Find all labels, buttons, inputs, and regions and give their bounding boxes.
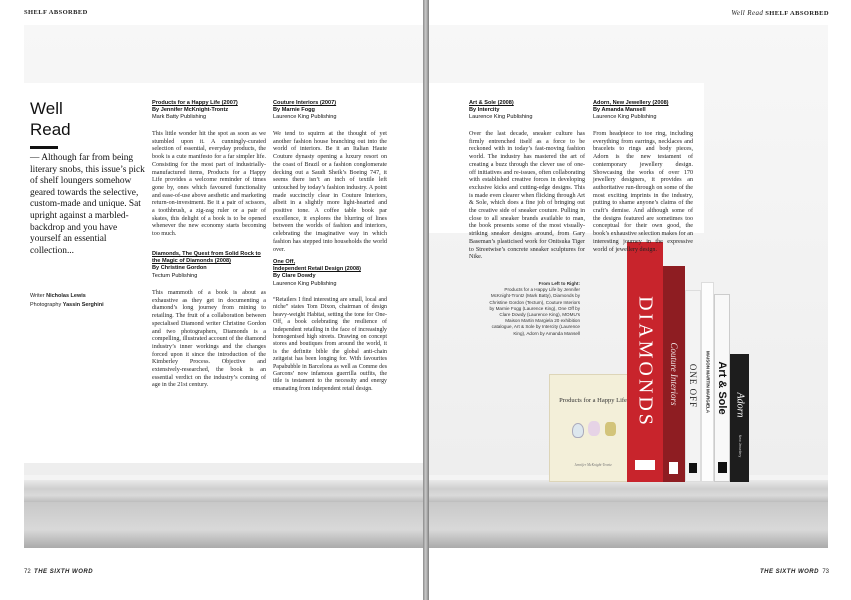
right-page [429, 0, 851, 600]
standfirst: — Although far from being literary snobs, this issue’s pick of shelf loungers somehow geared towards the selective, custom-made and unique. Sat upright against a marbled-backdrop and you have yourself an essential collection... [30, 153, 145, 256]
photo-caption [484, 281, 580, 337]
book-diamonds-spine: DIAMONDS [627, 242, 663, 482]
publisher-logo [689, 463, 697, 473]
product-illustration [572, 423, 584, 438]
caption-heading: From Left to Right: [538, 281, 580, 286]
book-head-adorn [593, 100, 713, 122]
marble-mantel-front [429, 502, 828, 548]
book-head-couture [273, 100, 393, 122]
book-body-adorn: From headpiece to toe ring, including everything from earrings, necklaces and bracelets to rings and body pieces, Adorn is the new testament of contemporary jewellery design. Showcasing the works of over 170 jewellery designers, it provides an authoritative run-through on some of the most exciting imprints in the industry, putting to shame anyone’s claims of the craft’s demise. And although some of the designs featured are sometimes too conceptual for their own good, the book’s exhaustive selection makes for an interesting journey in the expressive world of jewellery design. [593, 131, 694, 253]
book-title: Products for a Happy Life (2007) [152, 100, 238, 106]
book-title-line2: Independent Retail Design (2008) [273, 266, 361, 273]
publisher-logo [635, 460, 655, 470]
photographer-credit: Photography Yassin Serghini [30, 302, 104, 308]
book-products-cover: Products for a Happy Life Jennifer McKnight-Trontz [549, 374, 637, 482]
book-body-products: This little wonder hit the spot as soon as we stumbled upon it. A cunningly-curated selection of essential, everyday products, the book is a cute manifesto for a far simpler life. Consisting for the most part of industrially-manufactured items, Products for a Happy Life provides a welcome reminder of times gone by, ones which favoured functionality and ease-of-use above aesthetic and marketing return-on-investment. Be it a pair of scissors, a toothbrush, a zig-zag ruler or a pair of skates, this delight of a book is to be opened whenever the new economy starts becoming too much. [152, 131, 266, 238]
book-head-oneoff [273, 259, 393, 288]
product-illustration [605, 422, 616, 436]
credits [30, 292, 150, 310]
publisher-logo [718, 462, 727, 473]
book-publisher: Laurence King Publishing [593, 114, 657, 121]
book-body-artsole: Over the last decade, sneaker culture has firmly entrenched itself as a force to be reckoned with in today’s fast-moving fashion world. The industry has mastered the art of creating a buzz through the clever use of one-off initiatives and re-issues, often collaborating with established creative forces in developing exclusive kicks and cutting-edge designs. This is made even clearer when flicking through Art & Sole, which does a fine job of bringing out the creative side of sneaker couture. Pulling in close to all sneaker brands available to man, the book presents some of the most visually-striking sneaker designs around, from Gary Baseman’s plasticised work for Onitsuka Tiger to Streetwise’s concrete sneaker sculptures for Nike. [469, 131, 585, 261]
book-body-diamonds: This mammoth of a book is about as exhaustive as they get in documenting a diamond’s long journey from mining to retailing. The fruit of a collaboration between specialised Diamond writer Christine Gordon and two photographers, Diamonds is a compelling, illustrated account of the diamond industry’s inner workings and the changes forced upon it since the introduction of the Kimberley Process. Objective and extensively-researched, the book is an essential verdict on the industry’s coming of age in the 21st century. [152, 290, 266, 389]
book-head-diamonds [152, 251, 270, 280]
book-adorn-spine: Adorn New Jewellery [730, 354, 749, 482]
product-illustration [588, 421, 600, 436]
book-title: Couture Interiors (2007) [273, 100, 337, 106]
feature-title-line2: Read [30, 120, 71, 139]
book-author: By Amanda Mansell [593, 107, 646, 114]
book-head-products [152, 100, 270, 122]
right-folio: THE SIXTH WORD 73 [759, 569, 829, 575]
marble-mantel-top [429, 480, 828, 502]
book-oneoff-spine: ONE OFF [685, 290, 701, 482]
feature-title-line1: Well [30, 99, 63, 118]
book-title: Art & Sole (2008) [469, 100, 514, 106]
book-body-oneoff: “Retailers I find interesting are small, local and niche” states Tom Dixon, chairman of design heavy-weight Habitat, setting the tone for One-Off, a book celebrating the resilience of independent retailing in the face of increasingly homogenised high streets. Drawing on concept stores and boutiques from around the world, it is the definite bible the global anti-chain zeitgeist has been longing for. With favourites Papabubble in Barcelona as well as Comme des Garcons’ now infamous guerrilla outfits, the title is testament to the necessity and energy emanating from independent retail design. [273, 297, 387, 392]
book-publisher: Laurence King Publishing [469, 114, 533, 121]
book-publisher: Laurence King Publishing [273, 114, 337, 121]
book-author: By Clare Dowdy [273, 273, 316, 280]
book-title: Diamonds, The Quest from Solid Rock to the Magic of Diamonds (2008) [152, 251, 261, 265]
book-head-artsole [469, 100, 589, 122]
book-body-couture: We tend to squirm at the thought of yet another fashion house branching out into the world of interiors. Be it an Italian Haute Couture dynasty opening a luxury resort on the coast of Brazil or a fashion conglomerate decking out a Saudi Sheik’s Boeing 747, it seems there isn’t an inch of textile left untouched by today’s fashion industry. A point made succinctly clear in Couture Interiors, albeit in a slightly more light-hearted and positive tone. A coffee table book par excellence, it explores the blurring of lines between the worlds of fashion and interiors, celebrating the imaginative way in which fashion has stepped into households the world over. [273, 131, 387, 253]
left-page [0, 0, 423, 600]
left-running-head: SHELF ABSORBED [24, 9, 88, 16]
book-publisher: Laurence King Publishing [273, 280, 337, 287]
book-publisher: Tectum Publishing [152, 272, 198, 279]
title-rule [30, 146, 58, 149]
right-running-head: Well Read SHELF ABSORBED [731, 9, 829, 17]
book-title: Adorn, New Jewellery (2008) [593, 100, 669, 106]
book-author: By Marnie Fogg [273, 107, 315, 114]
feature-title [30, 98, 145, 140]
book-author: By Jennifer McKnight-Trontz [152, 107, 229, 114]
marble-mantel-top [24, 480, 423, 502]
left-folio: 72 THE SIXTH WORD [24, 569, 94, 575]
caption-text: Products for a Happy Life by Jennifer McKnight-Trontz (Mark Batty), Diamonds by Christine Gordon (Tectum), Couture Interiors by Marnie Fogg (Laurence King), One Off by Clare Dowdy (Laurence King), MOMU’s Maison Martin Margiela 20 exhibition catalogue, Art & Sole by Intercity (Laurence King), Adorn by Amanda Mansell [489, 287, 580, 336]
book-author: By Intercity [469, 107, 500, 114]
book-artsole-spine: Art & Sole [714, 294, 730, 482]
publisher-logo [669, 462, 678, 474]
book-couture-spine: Couture Interiors [663, 266, 685, 482]
book-publisher: Mark Batty Publishing [152, 114, 207, 121]
marble-mantel-front [24, 502, 423, 548]
book-author: By Christine Gordon [152, 265, 207, 272]
writer-credit: Writer Nicholas Lewis [30, 293, 86, 299]
book-margiela-spine: MAISON MARTIN MARGIELA [701, 282, 714, 482]
book-title-line1: One Off, [273, 259, 296, 265]
